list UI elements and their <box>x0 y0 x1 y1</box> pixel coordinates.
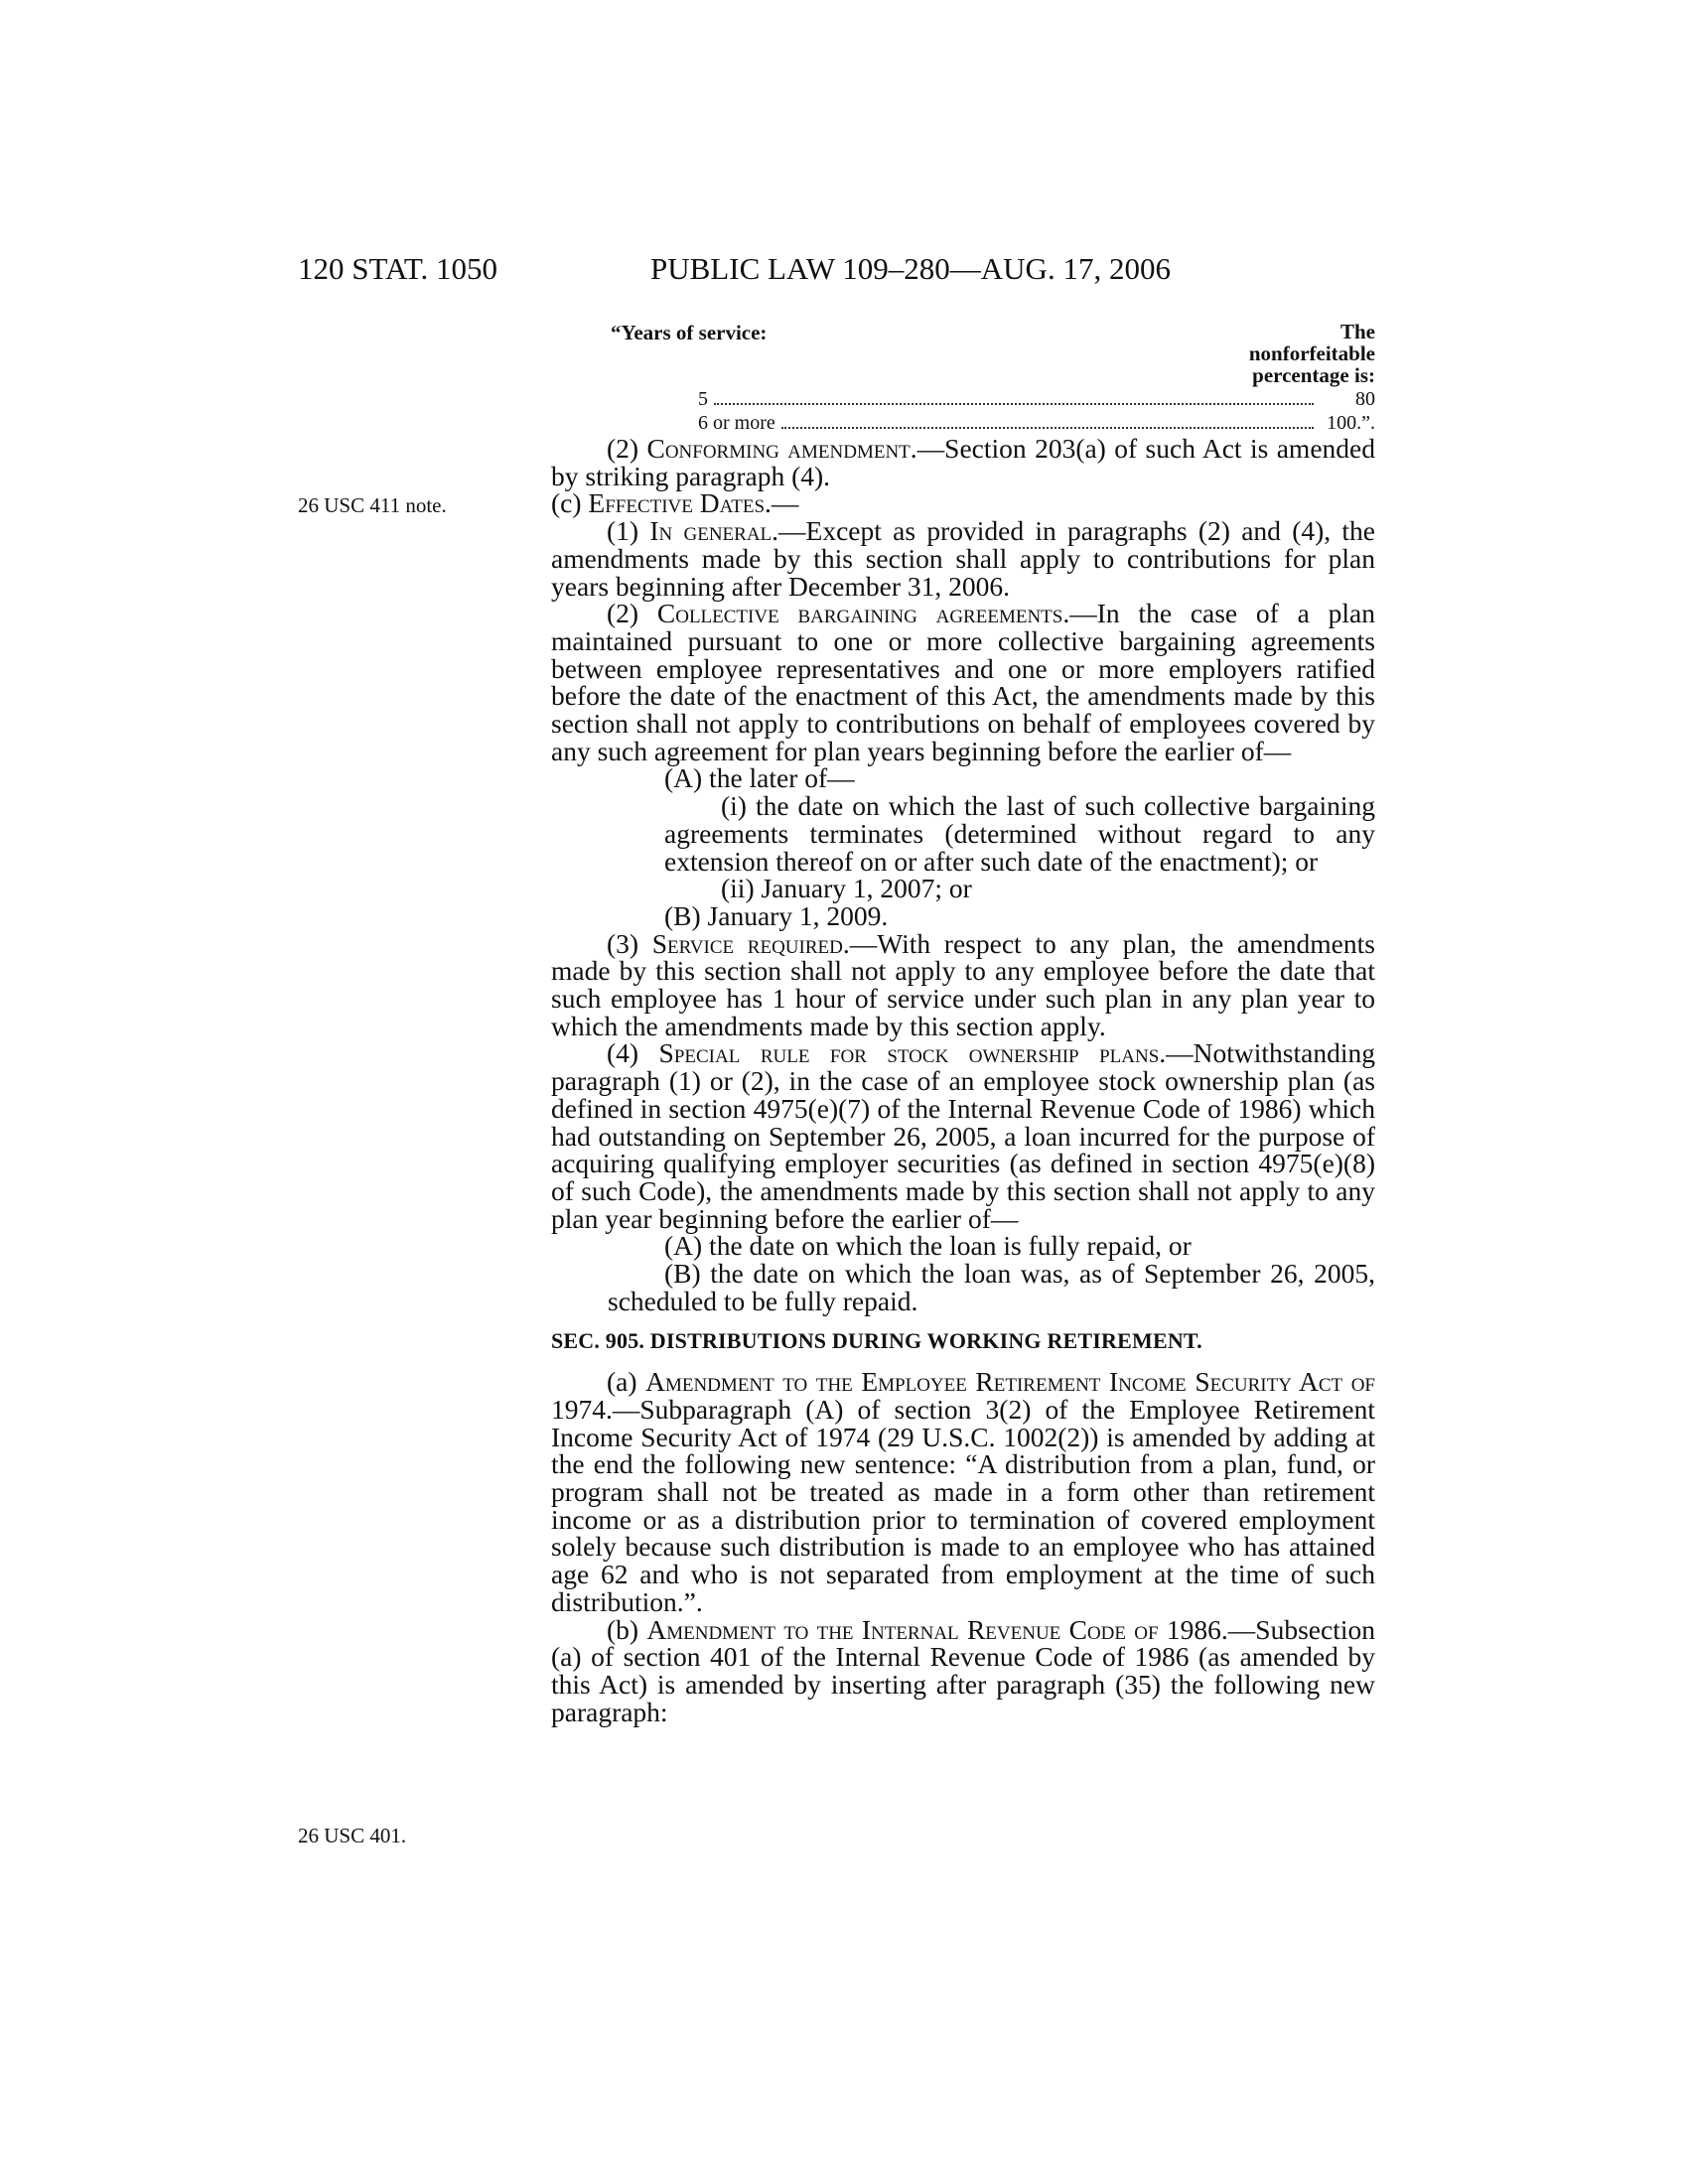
paragraph: (2) Collective bargaining agreements.—In the case of a plan maintained pursuant to one or more collective bargaining agreements between employee representatives and one or more employers ratified before the date of the enactment of this Act, the amendments made by this section shall not apply to contributions on behalf of employees covered by any such agreement for plan years beginning before the earlier of— <box>551 598 1375 766</box>
paragraph: (c) Effective Dates.— <box>551 487 799 519</box>
table-header-years: “Years of service: <box>611 321 768 344</box>
table-cell-years: 5 <box>698 388 708 410</box>
table-header-line: nonforfeitable <box>1248 341 1375 365</box>
margin-note-usc-401: 26 USC 401. <box>298 1824 407 1847</box>
statute-page-number: 120 STAT. 1050 <box>298 251 498 286</box>
paragraph: (B) the date on which the loan was, as of September 26, 2005, scheduled to be fully repaid. <box>608 1258 1375 1316</box>
section-heading: SEC. 905. DISTRIBUTIONS DURING WORKING RETIREMENT. <box>551 1327 1202 1353</box>
table-row <box>698 388 1375 412</box>
paragraph: (A) the date on which the loan is fully repaid, or <box>664 1230 1192 1262</box>
paragraph: (B) January 1, 2009. <box>664 899 889 931</box>
paragraph: (a) Amendment to the Employee Retirement Income Security Act of 1974.—Subparagraph (A) of section 3(2) of the Employee Retirement Income Security Act of 1974 (29 U.S.C. 1002(2)) is amended by adding at the end the following new sentence: “A distribution from a plan, fund, or program shall not be treated as made in a form other than retirement income or as a distribution prior to termination of covered employment solely because such distribution is made to an employee who has attained age 62 and who is not separated from employment at the time of such distribution.”. <box>551 1366 1375 1617</box>
paragraph: (A) the later of— <box>664 762 855 794</box>
paragraph: (1) In general.—Except as provided in paragraphs (2) and (4), the amendments made by this section shall apply to contributions for plan years beginning after December 31, 2006. <box>551 515 1375 602</box>
table-cell-percentage: 80 <box>1355 388 1375 410</box>
table-cell-years: 6 or more <box>698 412 775 434</box>
paragraph: (i) the date on which the last of such collective bargaining agreements terminates (determined without regard to any extension thereof on or after such date of the enactment); or <box>664 790 1375 877</box>
dot-leader <box>781 413 1314 429</box>
margin-note-usc-411: 26 USC 411 note. <box>298 493 447 517</box>
table-header-line: percentage is: <box>1252 363 1375 387</box>
paragraph: (ii) January 1, 2007; or <box>721 873 972 904</box>
dot-leader <box>714 389 1314 405</box>
document-body <box>551 435 1375 1725</box>
table-cell-percentage: 100.”. <box>1327 412 1375 434</box>
public-law-title: PUBLIC LAW 109–280—AUG. 17, 2006 <box>650 251 1171 286</box>
table-header-line: The <box>1339 320 1375 343</box>
paragraph: (3) Service required.—With respect to any plan, the amendments made by this section shall not apply to any employee before the date that such employee has 1 hour of service under such plan in any plan year to which the amendments made by this section apply. <box>551 927 1375 1041</box>
paragraph: (4) Special rule for stock ownership plans.—Notwithstanding paragraph (1) or (2), in the case of an employee stock ownership plan (as defined in section 4975(e)(7) of the Internal Revenue Code of 1986) which had outstanding on September 26, 2005, a loan incurred for the purpose of acquiring qualifying employer securities (as defined in section 4975(e)(8) of such Code), the amendments made by this section shall not apply to any plan year beginning before the earlier of— <box>551 1037 1375 1234</box>
table-header-percentage <box>1249 321 1375 386</box>
paragraph: (b) Amendment to the Internal Revenue Code of 1986.—Subsection (a) of section 401 of the Internal Revenue Code of 1986 (as amended by this Act) is amended by inserting after paragraph (35) the following new paragraph: <box>551 1613 1375 1727</box>
paragraph: (2) Conforming amendment.—Section 203(a) of such Act is amended by striking paragraph (4). <box>551 433 1375 491</box>
